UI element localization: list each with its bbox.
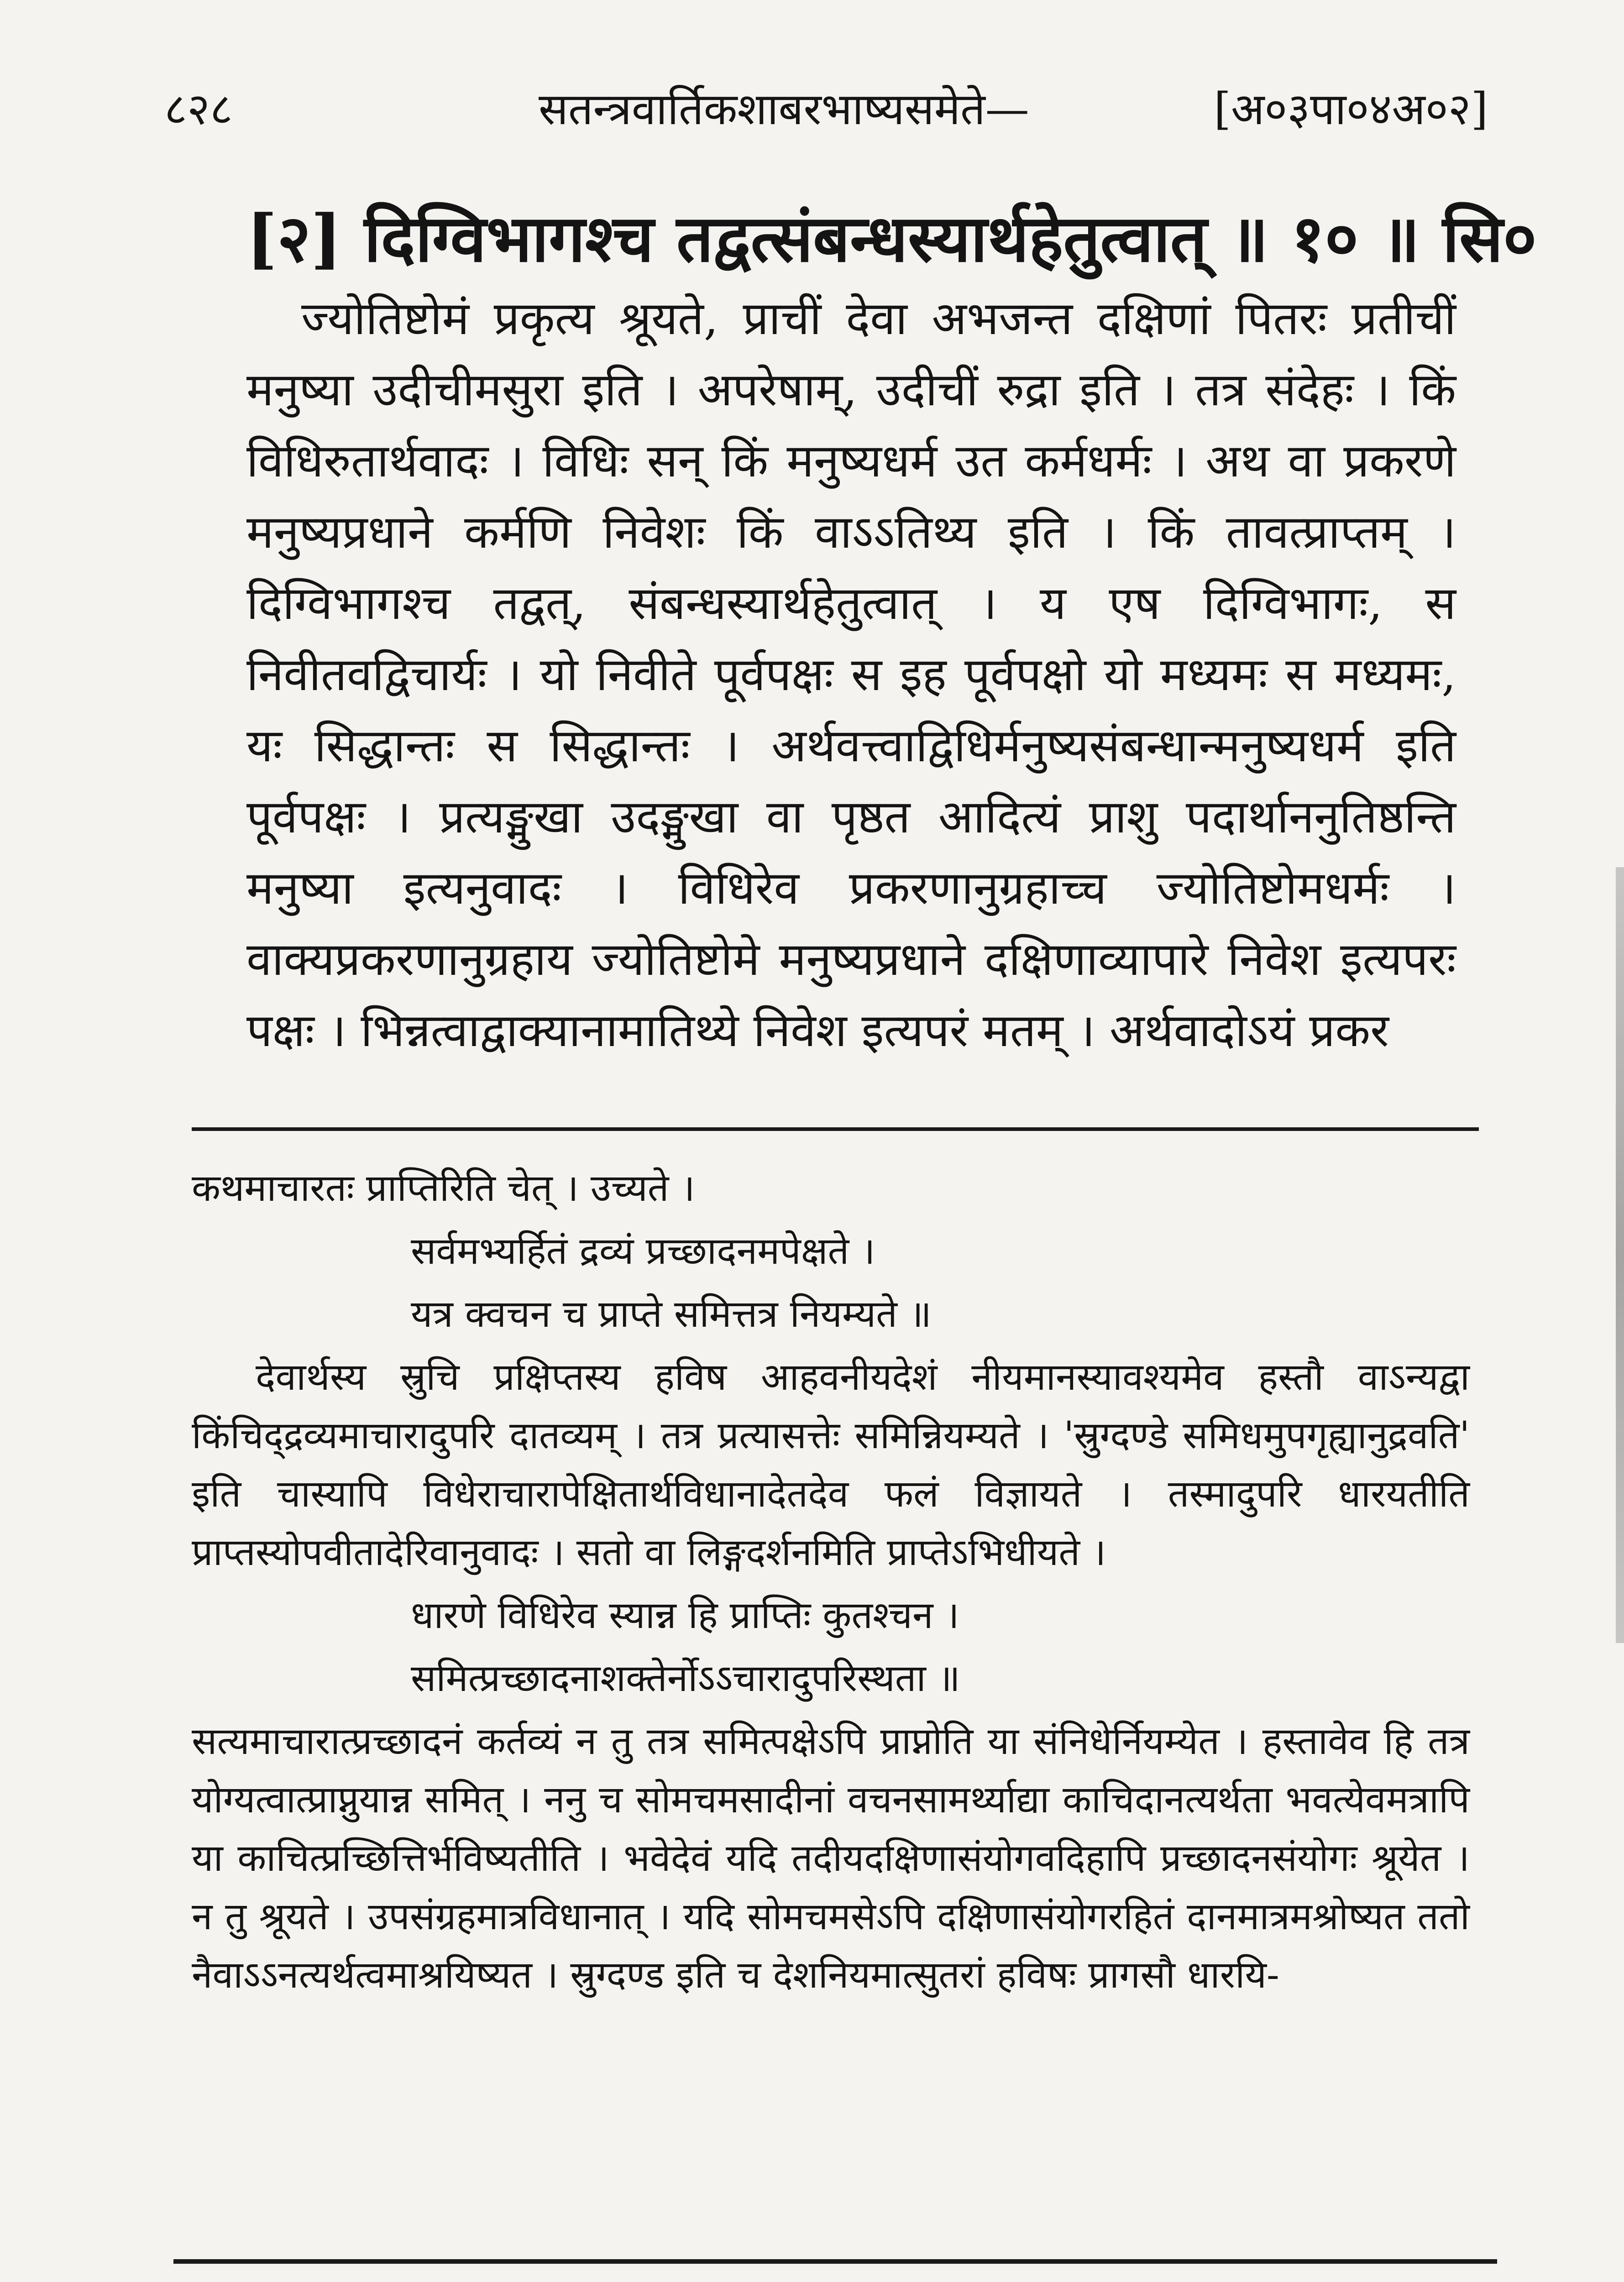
verse-line: सर्वमभ्यर्हितं द्रव्यं प्रच्छादनमपेक्षते ।: [411, 1230, 875, 1273]
verse-line: धारणे विधिरेव स्यान्न हि प्राप्तिः कुतश्चन ।: [411, 1594, 959, 1637]
section-reference: [अ०३पा०४अ०२]: [1214, 84, 1488, 135]
commentary-paragraph: सत्यमाचारात्प्रच्छादनं कर्तव्यं न तु तत्र समित्पक्षेऽपि प्राप्नोति या संनिधेर्नियम्येत । हस्तावेव हि तत्र योग्यत्वात्प्राप्नुयान्न समित् । ननु च सोमचमसादीनां वचनसामर्थ्याद्या काचिदानत्यर्थता भवत्येवमत्रापि या काचित्प्रच्छित्तिर्भविष्यतीति । भवेदेवं यदि तदीयदक्षिणासंयोगवदिहापि प्रच्छादनसंयोगः श्रूयेत । न तु श्रूयते । उपसंग्रहमात्रविधानात् । यदि सोमचमसेऽपि दक्षिणासंयोगरहितं दानमात्रमश्रोष्यत ततो नैवाऽऽनत्यर्थत्वमाश्रयिष्यत । स्रुग्दण्ड इति च देशनियमात्सुतरां हविषः प्रागसौ धारयि-: [192, 1720, 1470, 1997]
verse-line: समित्प्रच्छादनाशक्तेर्नोऽऽचारादुपरिस्थता ॥: [411, 1657, 960, 1700]
running-title: सतन्त्रवार्तिकशाबरभाष्यसमेते—: [539, 84, 1029, 135]
verse-line: यत्र क्वचन च प्राप्ते समित्तत्र नियम्यते ॥: [411, 1293, 932, 1336]
commentary-paragraph: देवार्थस्य स्रुचि प्रक्षिप्तस्य हविष आहवनीयदेशं नीयमानस्यावश्यमेव हस्तौ वाऽन्यद्वा किंचिद्द्रव्यमाचारादुपरि दातव्यम् । तत्र प्रत्यासत्तेः समिन्नियम्यते । 'स्रुग्दण्डे समिधमुपगृह्यानुद्रवति' इति चास्यापि विधेराचारापेक्षितार्थविधानादेतदेव फलं विज्ञायते । तस्मादुपरि धारयतीति प्राप्तस्योपवीतादेरिवानुवादः । सतो वा लिङ्गदर्शनमिति प्राप्तेऽभिधीयते ।: [192, 1356, 1470, 1574]
footnote-divider: [173, 2259, 1497, 2264]
sutra-heading: [२] दिग्विभागश्च तद्वत्संबन्धस्यार्थहेतुत्वात् ॥ १० ॥ सि०: [246, 201, 1537, 277]
main-paragraph: ज्योतिष्टोमं प्रकृत्य श्रूयते, प्राचीं देवा अभजन्त दक्षिणां पितरः प्रतीचीं मनुष्या उदीचीमसुरा इति । अपरेषाम्, उदीचीं रुद्रा इति । तत्र संदेहः । किं विधिरुतार्थवादः । विधिः सन् किं मनुष्यधर्म उत कर्मधर्मः । अथ वा प्रकरणे मनुष्यप्रधाने कर्मणि निवेशः किं वाऽऽतिथ्य इति । किं तावत्प्राप्तम् । दिग्विभागश्च तद्वत्, संबन्धस्यार्थहेतुत्वात् । य एष दिग्विभागः, स निवीतवद्विचार्यः । यो निवीते पूर्वपक्षः स इह पूर्वपक्षो यो मध्यमः स मध्यमः, यः सिद्धान्तः स सिद्धान्तः । अर्थवत्त्वाद्विधिर्मनुष्यसंबन्धान्मनुष्यधर्म इति पूर्वपक्षः । प्रत्यङ्मुखा उदङ्मुखा वा पृष्ठत आदित्यं प्राशु पदार्थाननुतिष्ठन्ति मनुष्या इत्यनुवादः । विधिरेव प्रकरणानुग्रहाच्च ज्योतिष्टोमधर्मः । वाक्यप्रकरणानुग्रहाय ज्योतिष्टोमे मनुष्यप्रधाने दक्षिणाव्यापारे निवेश इत्यपरः पक्षः । भिन्नत्वाद्वाक्यानामातिथ्ये निवेश इत्यपरं मतम् । अर्थवादोऽयं प्रकर: [246, 292, 1456, 1057]
scan-right-edge-shadow: [1616, 867, 1624, 1643]
main-text-block: [246, 283, 1456, 1066]
section-divider: [192, 1127, 1479, 1131]
page-number: ८२८: [164, 84, 233, 135]
page-header: [164, 68, 1488, 160]
commentary-opening: कथमाचारतः प्राप्तिरिति चेत् । उच्यते ।: [192, 1167, 695, 1210]
commentary-block: [192, 1159, 1470, 2005]
